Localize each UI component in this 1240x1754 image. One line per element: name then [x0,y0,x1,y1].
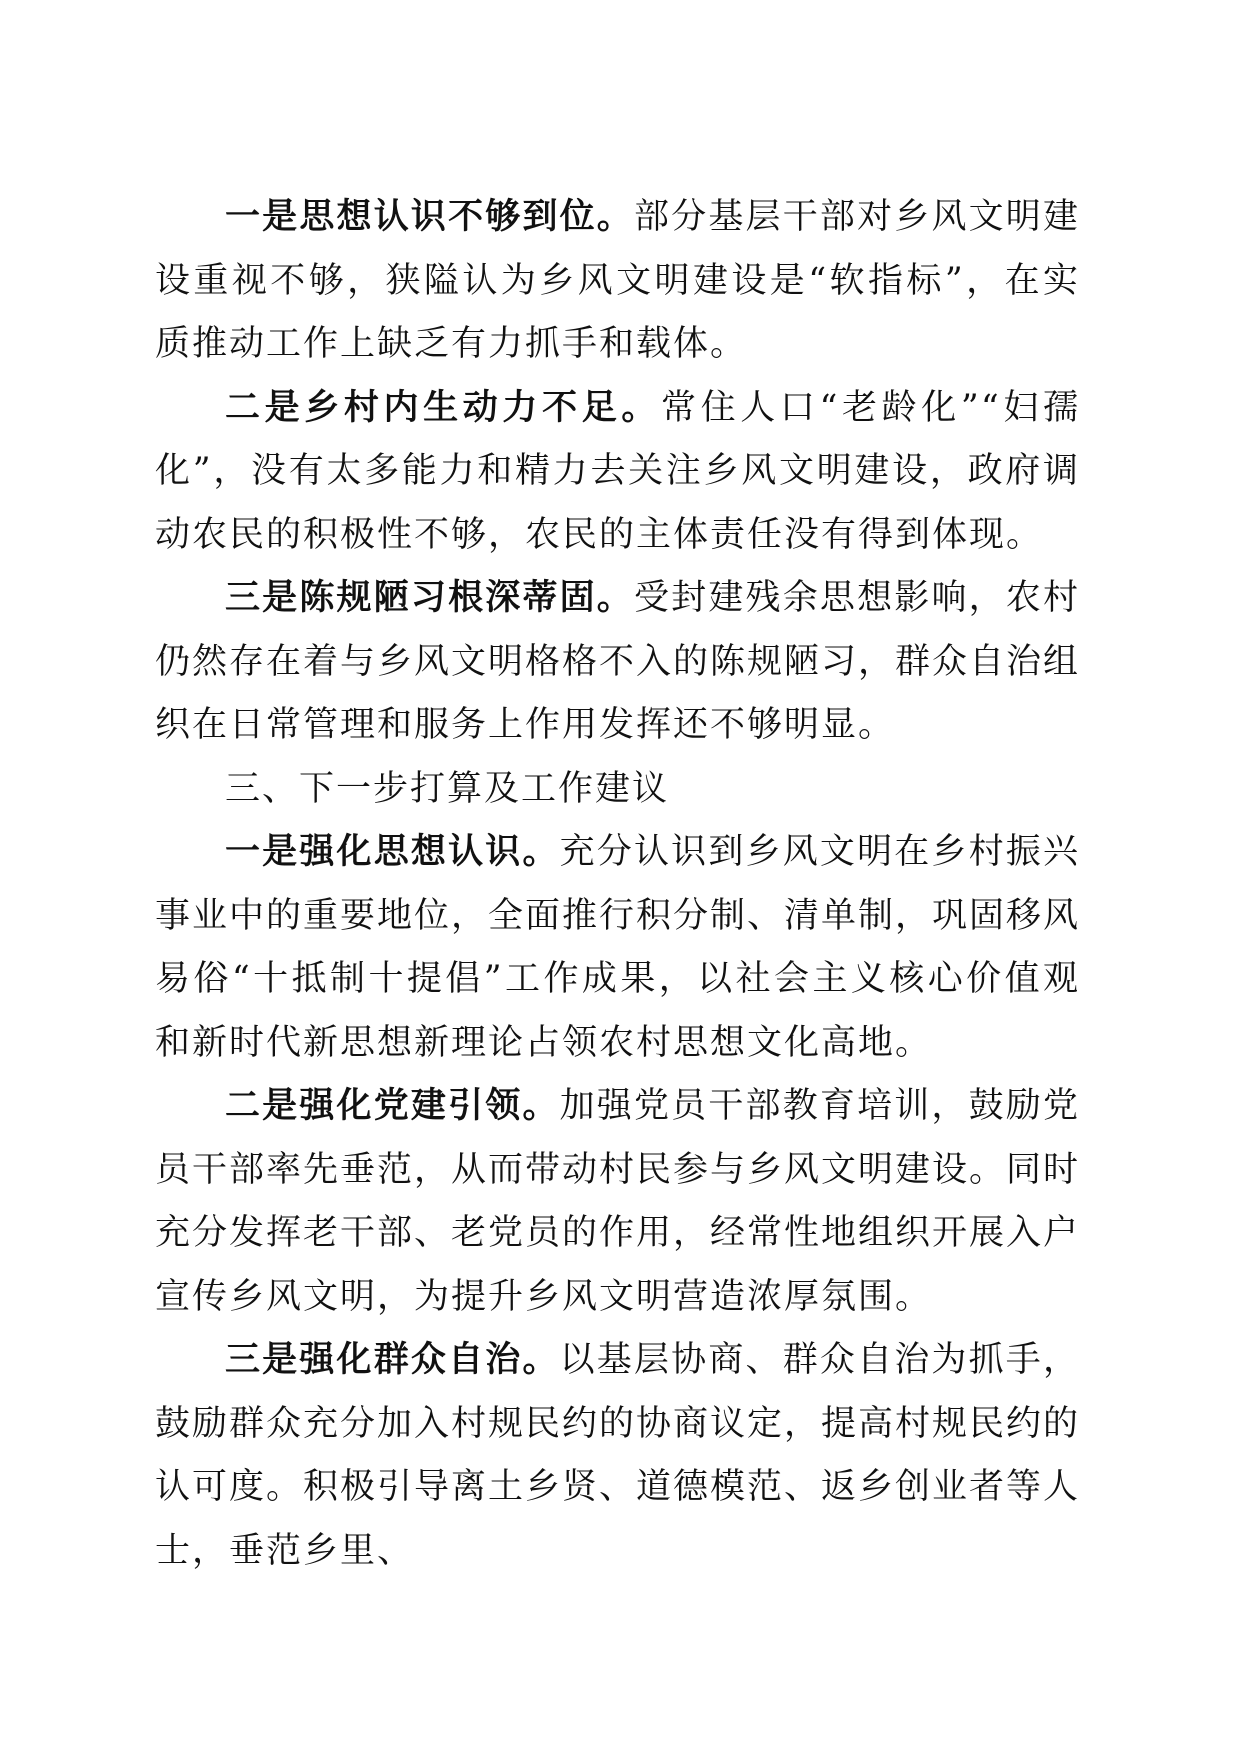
paragraph-lead: 二是乡村内生动力不足。 [225,387,661,428]
paragraph-text: 以基层协商、群众自治为抓手，鼓励群众充分加入村规民约的协商议定，提高村规民约的认可度。积极引导离土乡贤、道德模范、返乡创业者等人士，垂范乡里、 [155,1340,1081,1571]
problem-paragraph-1 [155,186,1080,377]
paragraph-text: 部分基层干部对乡风文明建设重视不够，狭隘认为乡风文明建设是“软指标”，在实质推动工作上缺乏有力抓手和载体。 [155,197,1080,364]
paragraph-lead: 二是强化党建引领。 [225,1086,560,1126]
document-body [155,186,1080,1583]
suggestion-paragraph-2 [155,1075,1080,1329]
paragraph-lead: 一是强化思想认识。 [225,832,560,872]
suggestion-paragraph-1 [155,821,1080,1075]
paragraph-text: 受封建残余思想影响，农村仍然存在着与乡风文明格格不入的陈规陋习，群众自治组织在日常管理和服务上作用发挥还不够明显。 [155,578,1081,745]
paragraph-lead: 一是思想认识不够到位。 [225,197,634,237]
paragraph-text: 加强党员干部教育培训，鼓励党员干部率先垂范，从而带动村民参与乡风文明建设。同时充分发挥老干部、老党员的作用，经常性地组织开展入户宣传乡风文明，为提升乡风文明营造浓厚氛围。 [155,1086,1081,1317]
paragraph-lead: 三是陈规陋习根深蒂固。 [225,578,634,618]
problem-paragraph-3 [155,567,1080,758]
problem-paragraph-2 [155,377,1080,568]
suggestion-paragraph-3 [155,1329,1080,1583]
paragraph-lead: 三是强化群众自治。 [225,1340,560,1380]
paragraph-text: 常住人口“老龄化”“妇孺化”，没有太多能力和精力去关注乡风文明建设，政府调动农民的积极性不够，农民的主体责任没有得到体现。 [155,387,1080,555]
paragraph-text: 充分认识到乡风文明在乡村振兴事业中的重要地位，全面推行积分制、清单制，巩固移风易俗“十抵制十提倡”工作成果，以社会主义核心价值观和新时代新思想新理论占领农村思想文化高地。 [155,832,1081,1063]
section-heading: 三、下一步打算及工作建议 [225,768,670,809]
